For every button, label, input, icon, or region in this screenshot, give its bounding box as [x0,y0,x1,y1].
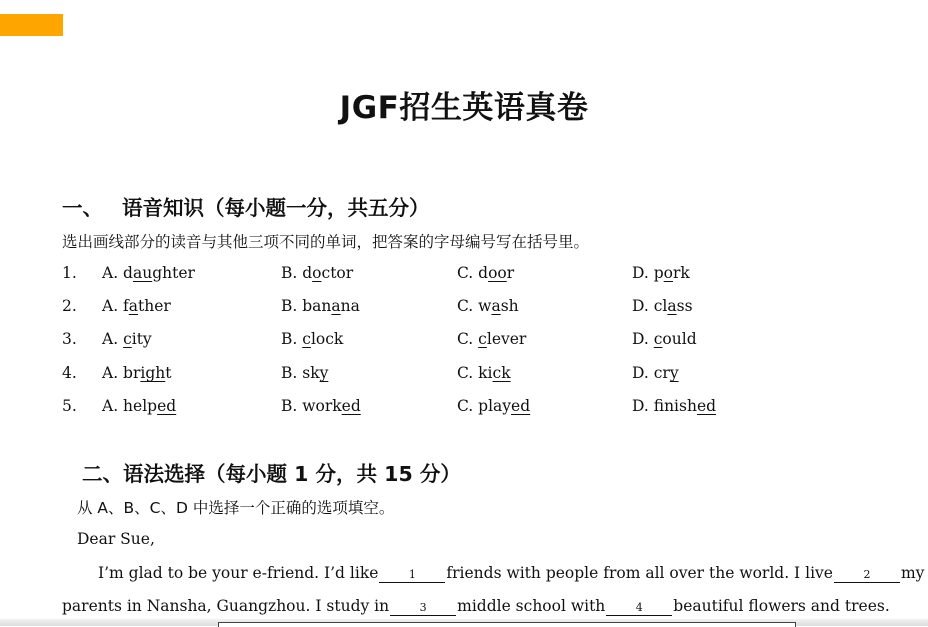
option-text: r [506,264,515,282]
option-c [457,297,519,315]
accent-bar [0,14,63,36]
option-c [457,330,526,348]
underlined-part: ed [157,397,177,415]
letter-text: middle school with [457,597,606,615]
option-text: D. cl [632,297,668,315]
option-text: D. p [632,264,664,282]
option-text: ghter [152,264,195,282]
underlined-part: a [667,297,677,315]
option-text: D. cr [632,364,670,382]
option-a [102,297,171,315]
option-text: A. help [102,397,158,415]
underlined-part: y [669,364,679,382]
option-text: D. [632,330,654,348]
option-b [281,297,360,315]
underlined-part: a [491,297,501,315]
option-d [632,330,697,348]
option-text: A. [102,330,124,348]
option-text: ss [676,297,693,315]
underlined-part: c [123,330,132,348]
option-a [102,364,172,382]
option-text: C. d [457,264,489,282]
option-text: ctor [321,264,354,282]
section2-heading: 二、语法选择（每小题 1 分，共 15 分） [82,462,461,486]
option-text: na [340,297,360,315]
letter-line-2 [62,597,890,616]
option-text: B. sk [281,364,320,382]
underlined-part: o [663,264,673,282]
underlined-part: oo [488,264,507,282]
option-a [102,330,152,348]
letter-text: friends with people from all over the world. I live [446,564,833,582]
option-text: A. f [102,297,129,315]
option-a [102,397,176,415]
letter-text: I’m glad to be your e-friend. I’d like [98,564,379,582]
option-text: B. ban [281,297,332,315]
option-text: C. [457,330,479,348]
question-number: 4. [62,364,77,382]
question-number: 3. [62,330,77,348]
underlined-part: ed [696,397,717,415]
option-c [457,397,530,415]
underlined-part: c [302,330,311,348]
option-text: lever [486,330,527,348]
underlined-part: o [312,264,322,282]
section1-title: 语音知识（每小题一分，共五分） [122,196,430,220]
option-text: A. d [102,264,133,282]
underlined-part: au [132,264,153,282]
blank-2: 2 [834,568,900,583]
section1-heading [62,191,430,221]
next-page-box [218,622,796,627]
letter-line-1 [98,564,924,583]
option-text: ould [662,330,697,348]
option-text: sh [500,297,519,315]
option-text: t [165,364,172,382]
option-c [457,364,511,382]
option-d [632,397,716,415]
letter-greeting: Dear Sue, [77,530,155,548]
option-b [281,264,353,282]
section1-number: 一、 [62,196,103,220]
option-text: B. d [281,264,313,282]
letter-text: parents in Nansha, Guangzhou. I study in [62,597,390,615]
option-text: C. w [457,297,492,315]
underlined-part: ed [511,397,531,415]
section1-instruction: 选出画线部分的读音与其他三项不同的单词，把答案的字母编号写在括号里。 [62,233,590,251]
option-text: C. play [457,397,512,415]
question-number: 5. [62,397,77,415]
underlined-part: c [653,330,663,348]
option-text: D. finish [632,397,697,415]
blank-4: 4 [606,601,672,616]
underlined-part: c [478,330,487,348]
question-number: 2. [62,297,77,315]
question-number: 1. [62,264,77,282]
option-b [281,364,328,382]
underlined-part: igh [140,364,166,382]
underlined-part: ed [341,397,361,415]
option-text: B. work [281,397,342,415]
section2-instruction: 从 A、B、C、D 中选择一个正确的选项填空。 [77,499,395,517]
letter-text: my [900,564,925,582]
option-text: B. [281,330,303,348]
option-d [632,297,693,315]
page-title: JGF招生英语真卷 [339,90,589,126]
underlined-part: a [331,297,341,315]
option-a [102,264,195,282]
option-text: rk [673,264,690,282]
option-text: A. br [102,364,141,382]
blank-3: 3 [390,601,456,616]
letter-text: beautiful flowers and trees. [673,597,890,615]
option-text: C. ki [457,364,493,382]
option-text: ther [138,297,171,315]
blank-1: 1 [379,568,445,583]
option-b [281,397,361,415]
option-text: lock [310,330,344,348]
option-d [632,364,679,382]
option-text: ity [131,330,152,348]
option-c [457,264,514,282]
option-b [281,330,343,348]
underlined-part: ck [492,364,511,382]
underlined-part: a [128,297,139,315]
option-d [632,264,690,282]
underlined-part: y [319,364,329,382]
